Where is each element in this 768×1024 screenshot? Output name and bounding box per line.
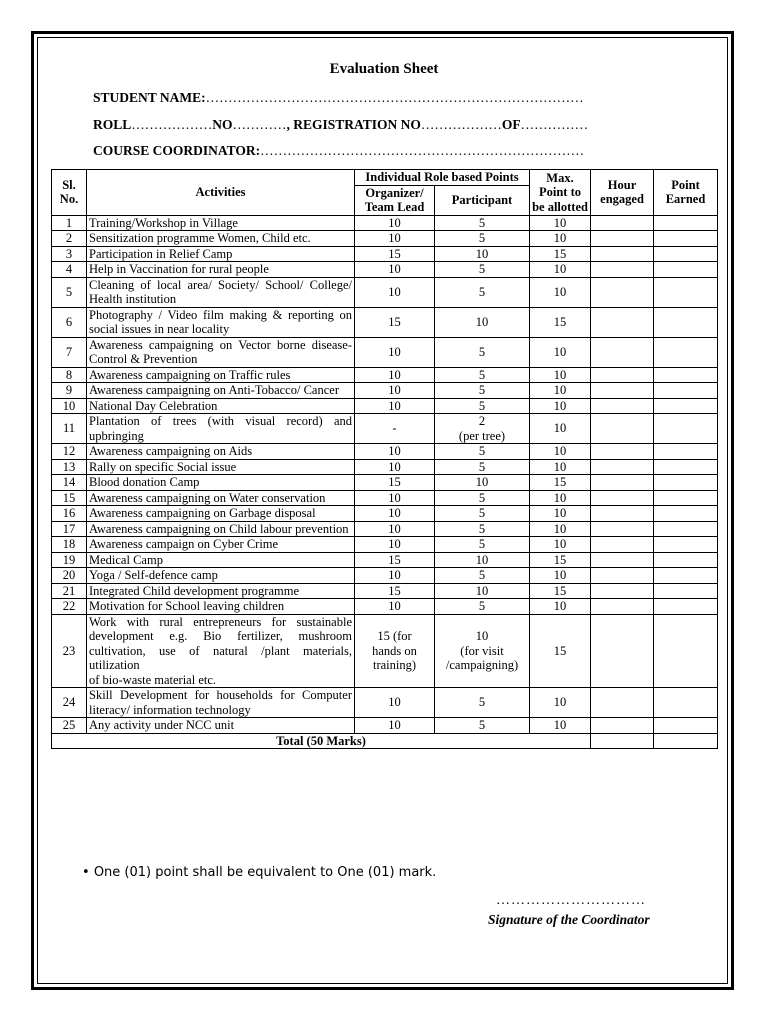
row-max-point: 15 <box>530 307 591 337</box>
row-sl-no: 22 <box>52 599 87 615</box>
row-activity-text: Any activity under NCC unit <box>89 718 235 732</box>
row-sl-no: 5 <box>52 277 87 307</box>
row-participant-note: (for visit /campaigning) <box>445 643 519 672</box>
row-sl-no: 7 <box>52 337 87 367</box>
table-row <box>52 367 718 383</box>
row-participant-points <box>435 475 530 491</box>
row-participant-value: 5 <box>478 344 486 359</box>
row-activity <box>87 215 355 231</box>
row-point-earned-cell[interactable] <box>654 398 718 414</box>
row-sl-no: 9 <box>52 383 87 399</box>
row-participant-value: 5 <box>478 568 486 582</box>
table-row <box>52 568 718 584</box>
row-activity-text: National Day Celebration <box>89 398 218 413</box>
row-participant-points <box>435 552 530 568</box>
header-point-earned: Point Earned <box>654 170 718 216</box>
row-hour-engaged-cell[interactable] <box>591 246 654 262</box>
row-participant-points <box>435 444 530 460</box>
table-row <box>52 614 718 688</box>
row-participant-value: 5 <box>478 383 486 397</box>
table-row <box>52 599 718 615</box>
row-activity-text: Awareness campaigning on Aids <box>89 444 253 458</box>
signature-label: Signature of the Coordinator <box>488 912 650 927</box>
row-point-earned-cell[interactable] <box>654 337 718 367</box>
row-participant-points <box>435 599 530 615</box>
row-sl-no: 1 <box>52 215 87 231</box>
row-point-earned-cell[interactable] <box>654 490 718 506</box>
row-point-earned-cell[interactable] <box>654 262 718 278</box>
row-activity-extra: of bio-waste material etc. <box>89 672 217 687</box>
row-organizer-points: 15 <box>355 307 435 337</box>
row-participant-points <box>435 277 530 307</box>
row-participant-value: 5 <box>478 284 486 299</box>
student-name-field <box>93 90 584 106</box>
row-sl-no: 4 <box>52 262 87 278</box>
note-text: One (01) point shall be equivalent to One (01) mark. <box>93 865 437 880</box>
row-activity-text: Plantation of trees (with visual record) and upbringing <box>89 414 352 443</box>
row-max-point: 10 <box>530 383 591 399</box>
row-hour-engaged-cell[interactable] <box>591 537 654 553</box>
row-activity <box>87 277 355 307</box>
roll-blank: ……………… <box>131 117 213 132</box>
row-sl-no: 8 <box>52 367 87 383</box>
row-participant-value: 5 <box>478 695 486 710</box>
row-activity-text: Blood donation Camp <box>89 475 200 489</box>
coordinator-label: COURSE COORDINATOR: <box>93 143 261 158</box>
row-point-earned-cell[interactable] <box>654 599 718 615</box>
row-participant-points <box>435 398 530 414</box>
row-participant-points <box>435 337 530 367</box>
row-max-point: 10 <box>530 459 591 475</box>
row-activity-text: Motivation for School leaving children <box>89 599 285 613</box>
row-participant-points <box>435 215 530 231</box>
row-participant-value: 10 <box>475 314 489 329</box>
row-sl-no: 18 <box>52 537 87 553</box>
row-activity-text: Rally on specific Social issue <box>89 459 237 474</box>
row-organizer-points: 10 <box>355 688 435 718</box>
row-point-earned-cell[interactable] <box>654 718 718 734</box>
row-organizer-points: 10 <box>355 215 435 231</box>
row-point-earned-cell[interactable] <box>654 583 718 599</box>
row-sl-no: 11 <box>52 414 87 444</box>
row-organizer-points: 10 <box>355 718 435 734</box>
header-organizer: Organizer/ Team Lead <box>355 185 435 215</box>
row-point-earned-cell[interactable] <box>654 231 718 247</box>
header-sl-no: Sl. No. <box>52 170 87 216</box>
row-point-earned-cell[interactable] <box>654 475 718 491</box>
row-point-earned-cell[interactable] <box>654 614 718 688</box>
row-organizer-points: 10 <box>355 599 435 615</box>
row-participant-points <box>435 490 530 506</box>
total-earned-cell[interactable] <box>654 733 718 749</box>
row-activity-text: Awareness campaigning on Child labour prevention <box>89 521 349 536</box>
no-blank: ………… <box>232 117 287 132</box>
header-role-points: Individual Role based Points <box>355 170 530 186</box>
row-sl-no: 25 <box>52 718 87 734</box>
signature-line: ………………………… <box>496 893 646 908</box>
row-hour-engaged-cell[interactable] <box>591 277 654 307</box>
row-participant-points <box>435 307 530 337</box>
table-row <box>52 215 718 231</box>
row-participant-points <box>435 231 530 247</box>
row-participant-points <box>435 718 530 734</box>
row-max-point: 10 <box>530 215 591 231</box>
row-sl-no: 23 <box>52 614 87 688</box>
row-participant-value: 10 <box>475 475 489 489</box>
row-hour-engaged-cell[interactable] <box>591 583 654 599</box>
row-activity <box>87 568 355 584</box>
row-participant-points <box>435 459 530 475</box>
row-activity-text: Help in Vaccination for rural people <box>89 262 269 276</box>
registration-blank: ……………… <box>420 117 502 132</box>
row-activity <box>87 506 355 522</box>
row-activity <box>87 262 355 278</box>
row-hour-engaged-cell[interactable] <box>591 459 654 475</box>
header-hour-engaged: Hour engaged <box>591 170 654 216</box>
header-max-point: Max. Point to be allotted <box>530 170 591 216</box>
row-participant-value: 10 <box>475 629 489 643</box>
row-max-point: 15 <box>530 552 591 568</box>
row-point-earned-cell[interactable] <box>654 688 718 718</box>
row-activity <box>87 688 355 718</box>
table-row <box>52 444 718 460</box>
table-row <box>52 337 718 367</box>
row-sl-no: 24 <box>52 688 87 718</box>
row-activity <box>87 307 355 337</box>
row-max-point: 10 <box>530 262 591 278</box>
table-row <box>52 398 718 414</box>
table-row <box>52 414 718 444</box>
row-point-earned-cell[interactable] <box>654 444 718 460</box>
row-organizer-points: 10 <box>355 537 435 553</box>
row-sl-no: 15 <box>52 490 87 506</box>
row-max-point: 10 <box>530 599 591 615</box>
row-sl-no: 13 <box>52 459 87 475</box>
row-activity <box>87 367 355 383</box>
row-activity <box>87 337 355 367</box>
row-max-point: 15 <box>530 246 591 262</box>
row-hour-engaged-cell[interactable] <box>591 490 654 506</box>
row-point-earned-cell[interactable] <box>654 367 718 383</box>
row-participant-value: 5 <box>478 262 486 276</box>
bullet-icon: • <box>82 865 90 880</box>
row-hour-engaged-cell[interactable] <box>591 398 654 414</box>
row-hour-engaged-cell[interactable] <box>591 215 654 231</box>
row-activity <box>87 552 355 568</box>
row-sl-no: 20 <box>52 568 87 584</box>
row-max-point: 10 <box>530 414 591 444</box>
table-row <box>52 475 718 491</box>
row-activity <box>87 475 355 491</box>
evaluation-table <box>51 169 718 749</box>
row-organizer-points: 10 <box>355 398 435 414</box>
row-organizer-points: 15 <box>355 552 435 568</box>
row-max-point: 15 <box>530 475 591 491</box>
row-point-earned-cell[interactable] <box>654 537 718 553</box>
row-activity <box>87 398 355 414</box>
row-sl-no: 2 <box>52 231 87 247</box>
row-activity <box>87 614 355 688</box>
coordinator-blank: ……………………………………………………………… <box>260 143 585 158</box>
row-hour-engaged-cell[interactable] <box>591 262 654 278</box>
row-hour-engaged-cell[interactable] <box>591 718 654 734</box>
table-row <box>52 718 718 734</box>
row-activity-text: Cleaning of local area/ Society/ School/ College/ Health institution <box>89 277 352 306</box>
row-max-point: 10 <box>530 537 591 553</box>
table-row <box>52 506 718 522</box>
row-participant-points <box>435 246 530 262</box>
table-row <box>52 490 718 506</box>
row-organizer-points: 10 <box>355 490 435 506</box>
row-participant-value: 5 <box>478 521 486 536</box>
row-hour-engaged-cell[interactable] <box>591 337 654 367</box>
no-label: NO <box>212 117 233 132</box>
row-participant-value: 5 <box>478 398 486 413</box>
row-organizer-points: 10 <box>355 521 435 537</box>
course-coordinator-field <box>93 143 584 159</box>
row-sl-no: 17 <box>52 521 87 537</box>
table-row <box>52 277 718 307</box>
row-activity <box>87 414 355 444</box>
row-participant-value: 5 <box>478 490 486 505</box>
row-activity-text: Awareness campaigning on Anti-Tobacco/ Cancer <box>89 383 339 397</box>
row-hour-engaged-cell[interactable] <box>591 688 654 718</box>
row-point-earned-cell[interactable] <box>654 246 718 262</box>
table-row <box>52 307 718 337</box>
row-max-point: 10 <box>530 568 591 584</box>
row-participant-points <box>435 262 530 278</box>
row-activity-text: Medical Camp <box>89 552 163 567</box>
row-organizer-points: 15 <box>355 583 435 599</box>
row-organizer-points: 15 <box>355 246 435 262</box>
row-sl-no: 12 <box>52 444 87 460</box>
row-hour-engaged-cell[interactable] <box>591 414 654 444</box>
row-participant-value: 5 <box>478 537 486 551</box>
row-activity <box>87 521 355 537</box>
header-activities: Activities <box>87 170 355 216</box>
of-blank: …………… <box>520 117 589 132</box>
row-point-earned-cell[interactable] <box>654 552 718 568</box>
marks-note <box>82 865 436 880</box>
row-hour-engaged-cell[interactable] <box>591 307 654 337</box>
row-point-earned-cell[interactable] <box>654 383 718 399</box>
row-organizer-points: 15 (for hands on training) <box>355 614 435 688</box>
row-point-earned-cell[interactable] <box>654 506 718 522</box>
row-max-point: 10 <box>530 688 591 718</box>
header-participant: Participant <box>435 185 530 215</box>
total-hour-cell[interactable] <box>591 733 654 749</box>
row-activity <box>87 718 355 734</box>
row-organizer-points: 10 <box>355 262 435 278</box>
student-name-blank: ………………………………………………………………………… <box>205 90 584 105</box>
row-organizer-points: 10 <box>355 444 435 460</box>
row-participant-value: 5 <box>478 231 486 245</box>
row-max-point: 10 <box>530 337 591 367</box>
row-hour-engaged-cell[interactable] <box>591 231 654 247</box>
row-participant-points <box>435 537 530 553</box>
row-activity-text: Training/Workshop in Village <box>89 215 238 230</box>
row-max-point: 15 <box>530 583 591 599</box>
row-sl-no: 10 <box>52 398 87 414</box>
row-activity-text: Skill Development for households for Computer literacy/ information technology <box>89 688 352 717</box>
row-participant-value: 2 <box>478 414 486 428</box>
sheet-title: Evaluation Sheet <box>329 61 439 77</box>
registration-label: , REGISTRATION NO <box>286 117 421 132</box>
of-label: OF <box>501 117 521 132</box>
row-participant-value: 10 <box>475 246 489 261</box>
row-organizer-points: 10 <box>355 506 435 522</box>
row-hour-engaged-cell[interactable] <box>591 383 654 399</box>
row-activity-text: Awareness campaigning on Vector borne disease- Control & Prevention <box>89 337 352 366</box>
row-hour-engaged-cell[interactable] <box>591 521 654 537</box>
roll-registration-field <box>93 117 588 133</box>
row-point-earned-cell[interactable] <box>654 459 718 475</box>
row-max-point: 10 <box>530 277 591 307</box>
row-participant-value: 5 <box>478 367 486 382</box>
row-hour-engaged-cell[interactable] <box>591 475 654 491</box>
row-participant-value: 5 <box>478 215 486 230</box>
row-organizer-points: 10 <box>355 459 435 475</box>
row-point-earned-cell[interactable] <box>654 521 718 537</box>
row-participant-points <box>435 688 530 718</box>
row-sl-no: 16 <box>52 506 87 522</box>
table-row <box>52 262 718 278</box>
row-point-earned-cell[interactable] <box>654 307 718 337</box>
total-label: Total (50 Marks) <box>52 733 591 749</box>
row-max-point: 10 <box>530 367 591 383</box>
row-sl-no: 3 <box>52 246 87 262</box>
row-organizer-points: - <box>355 414 435 444</box>
row-max-point: 10 <box>530 521 591 537</box>
table-row <box>52 688 718 718</box>
row-sl-no: 14 <box>52 475 87 491</box>
row-participant-value: 5 <box>478 444 486 458</box>
table-row <box>52 583 718 599</box>
row-participant-value: 10 <box>475 552 489 567</box>
row-max-point: 10 <box>530 718 591 734</box>
row-organizer-points: 15 <box>355 475 435 491</box>
row-participant-points <box>435 383 530 399</box>
row-activity <box>87 537 355 553</box>
row-hour-engaged-cell[interactable] <box>591 614 654 688</box>
row-point-earned-cell[interactable] <box>654 277 718 307</box>
row-participant-points <box>435 568 530 584</box>
row-participant-points <box>435 367 530 383</box>
row-organizer-points: 10 <box>355 568 435 584</box>
row-sl-no: 19 <box>52 552 87 568</box>
row-activity <box>87 444 355 460</box>
roll-label: ROLL <box>93 117 132 132</box>
table-row <box>52 231 718 247</box>
row-activity <box>87 383 355 399</box>
row-hour-engaged-cell[interactable] <box>591 444 654 460</box>
table-row <box>52 521 718 537</box>
row-organizer-points: 10 <box>355 337 435 367</box>
row-max-point: 10 <box>530 506 591 522</box>
table-row <box>52 552 718 568</box>
row-activity-text: Awareness campaign on Cyber Crime <box>89 537 279 551</box>
row-participant-points <box>435 521 530 537</box>
row-activity <box>87 490 355 506</box>
row-max-point: 10 <box>530 444 591 460</box>
row-activity-text: Sensitization programme Women, Child etc. <box>89 231 311 245</box>
row-participant-points <box>435 614 530 688</box>
row-participant-value: 10 <box>475 583 489 598</box>
row-participant-points <box>435 506 530 522</box>
row-sl-no: 21 <box>52 583 87 599</box>
row-activity <box>87 246 355 262</box>
row-sl-no: 6 <box>52 307 87 337</box>
row-participant-value: 5 <box>478 718 486 732</box>
row-organizer-points: 10 <box>355 383 435 399</box>
row-organizer-points: 10 <box>355 231 435 247</box>
row-max-point: 10 <box>530 231 591 247</box>
row-activity-text: Work with rural entrepreneurs for sustainable development e.g. Bio fertilizer, mushroom cultivation, use of natural /plant materials, utilization <box>89 614 352 672</box>
table-row <box>52 459 718 475</box>
row-activity-text: Participation in Relief Camp <box>89 246 233 261</box>
row-participant-points <box>435 583 530 599</box>
row-point-earned-cell[interactable] <box>654 215 718 231</box>
table-row <box>52 537 718 553</box>
row-activity <box>87 583 355 599</box>
row-participant-value: 5 <box>478 599 486 613</box>
row-activity <box>87 599 355 615</box>
row-point-earned-cell[interactable] <box>654 568 718 584</box>
row-participant-value: 5 <box>478 459 486 474</box>
row-activity-text: Awareness campaigning on Garbage disposal <box>89 506 316 520</box>
row-activity-text: Photography / Video film making & reporting on social issues in near locality <box>89 307 352 336</box>
row-organizer-points: 10 <box>355 367 435 383</box>
row-activity-text: Integrated Child development programme <box>89 583 300 598</box>
row-participant-value: 5 <box>478 506 486 520</box>
row-max-point: 10 <box>530 490 591 506</box>
row-hour-engaged-cell[interactable] <box>591 367 654 383</box>
student-name-label: STUDENT NAME: <box>93 90 206 105</box>
row-activity-text: Awareness campaigning on Water conservation <box>89 490 326 505</box>
row-participant-note: (per tree) <box>458 428 506 443</box>
row-hour-engaged-cell[interactable] <box>591 599 654 615</box>
table-row <box>52 246 718 262</box>
row-activity-text: Awareness campaigning on Traffic rules <box>89 367 291 382</box>
row-hour-engaged-cell[interactable] <box>591 568 654 584</box>
row-max-point: 10 <box>530 398 591 414</box>
row-point-earned-cell[interactable] <box>654 414 718 444</box>
row-hour-engaged-cell[interactable] <box>591 552 654 568</box>
row-activity-text: Yoga / Self-defence camp <box>89 568 218 582</box>
row-activity <box>87 231 355 247</box>
row-activity <box>87 459 355 475</box>
row-hour-engaged-cell[interactable] <box>591 506 654 522</box>
row-max-point: 15 <box>530 614 591 688</box>
row-organizer-points: 10 <box>355 277 435 307</box>
table-row <box>52 383 718 399</box>
row-participant-points <box>435 414 530 444</box>
